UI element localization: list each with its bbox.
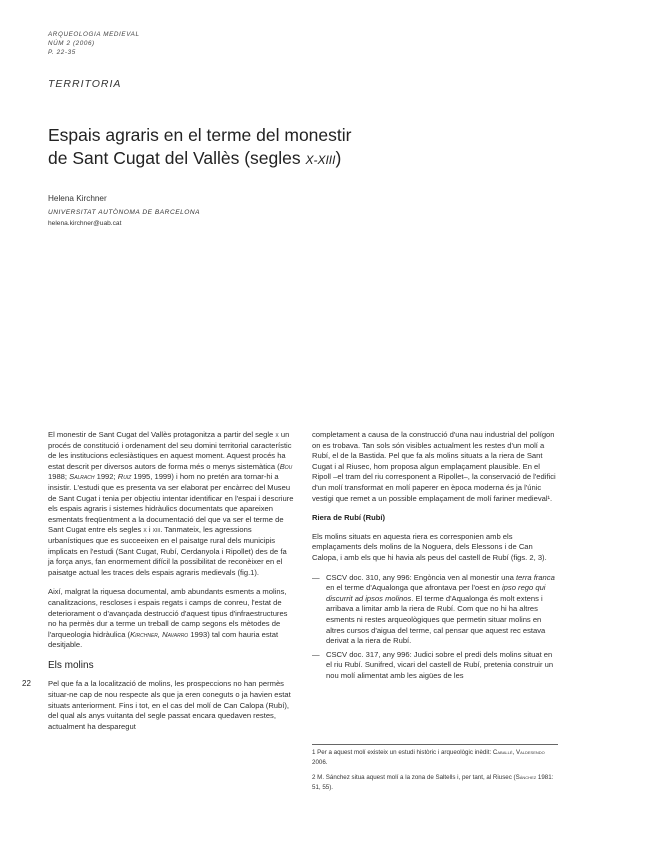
text-run: 2006. — [312, 759, 328, 766]
text-run: x — [143, 525, 147, 535]
paragraph: Els molins situats en aquesta riera es corresponien amb els emplaçaments dels molins de la Noguera, dels Elessons i de Can Calopa, i amb els que hi havia als peus del castell de Rubí (figs. 2, 3). — [312, 531, 547, 562]
journal-name: ARQUEOLOGIA MEDIEVAL — [48, 31, 140, 38]
text-run: . El terme d'Aqualonga és molt extens i arribava a limitar amb la riera de Rubí. Com que no hi ha altres esments ni restes arqueològiques que permetin situar molins en altres cursos d'aigua del terme, cal pensar que aquest rec estava derivat a la riera de Rubí. — [326, 593, 546, 646]
paragraph: completament a causa de la construcció d'una nau industrial del polígon on es trobava. Tan sols són visibles actualment les restes d'un molí a Rubí, el de la Bastida. Pel que fa als molins situats a la riera de Sant Cugat i al Riusec, hom proposa algun emplaçament plausible. En el Ripoll –el tram del riu corresponent a Ripollet–, la conservació de l'edifici d'un molí transformat en molí paperer en època moderna és ja l'únic vestigi que remet a un possible emplaçament de molí fariner medieval¹. — [312, 430, 556, 503]
text-run: un procés de constitució i ordenament del seu domini territorial característic de les institucions eclesiàstiques en aquest moment. Aquest procés ha estat descrit per diversos autors de forma més o menys sistemàtica ( — [48, 430, 292, 471]
text-run: El monestir de Sant Cugat del Vallès protagonitza a partir del segle — [48, 430, 276, 439]
text-run: en el terme d'Aqualonga que afrontava per l'oest en — [326, 583, 502, 593]
text-run: 1995, 1999) i hom no pretén ara tornar-hi a insistir. L'estudi que es presenta va ser elaborat per encàrrec del Museu de Sant Cugat i tenia per objectiu intentar identificar en l'espai i descriure els espais agraris i sistemes hidràulics documentats que apareixen esmentats freqüentment a la documentació del que va ser el terme de Sant Cugat entre els segles — [48, 472, 294, 535]
latin-term: ipso rego qui discurrit ad ipsos molinos — [326, 583, 546, 603]
text-run: CSCV doc. 310, any 996: Engòncia ven al monestir una — [326, 572, 516, 582]
text-column-left — [48, 430, 294, 741]
author-affiliation: UNIVERSITAT AUTÒNOMA DE BARCELONA — [48, 209, 201, 216]
footnote-divider — [312, 744, 558, 745]
footnote-2 — [312, 773, 558, 793]
text-run: 1988; — [48, 472, 70, 482]
text-run: CSCV doc. 317, any 996: Judici sobre el predi dels molins situat en el riu Rubí. Sunifred, vicari del castell de Rubí, pretenia construir un nou molí alimentat amb les aigües de les — [326, 649, 554, 680]
journal-header — [48, 30, 140, 57]
citation-author: Caballé, Valdesendo — [492, 749, 545, 756]
text-run: 1981: 51, 55). — [312, 774, 554, 791]
author-email[interactable]: helena.kirchner@uab.cat — [48, 220, 122, 227]
citation-author: Bou — [279, 461, 293, 471]
footnote-1 — [312, 748, 558, 768]
list-dash: — — [312, 572, 320, 582]
journal-issue: NÚM 2 (2006) — [48, 40, 95, 47]
list-item — [312, 573, 558, 647]
section-heading: Els molins — [48, 659, 94, 671]
text-column-right — [312, 430, 558, 684]
list-dash: — — [312, 649, 320, 659]
author-name: Helena Kirchner — [48, 194, 107, 203]
title-line-2-close: ) — [335, 148, 342, 168]
text-run: 1 Per a aquest molí existeix un estudi històric i arqueològic inèdit: — [312, 749, 493, 756]
text-run: . Tanmateix, les agressions urbanístiques que es succeeixen en el paisatge rural dels municipis implicats en l'estudi (Sant Cugat, Rubí, Cerdanyola i Ripollet) des de fa ja força anys, fan enormement difícil la possibilitat de reconèixer en el paisatge actual les traces dels espais agraris medievals (fig.1). — [48, 525, 287, 577]
subsection-heading: Riera de Rubí (Rubí) — [312, 513, 385, 523]
text-run: 1992; — [94, 472, 118, 482]
text-run: x — [275, 430, 279, 439]
citation-author: Kirchner, Navarro — [130, 629, 189, 639]
text-run: 2 M. Sánchez situa aquest molí a la zona de Saltells i, per tant, al Riusec ( — [312, 774, 516, 781]
page-number: 22 — [22, 679, 31, 688]
text-run: Així, malgrat la riquesa documental, amb abundants esments a molins, canalitzacions, rescloses i espais regats i camps de conreu, l'estat de deteriorament o d'avançada destrucció d'aquest tipus d'infraestructures no ha permès dur a terme un treball de camp segons els mètodes de l'arqueologia hidràulica ( — [48, 587, 288, 639]
text-run: 1993) tal com hauria estat desitjable. — [48, 629, 279, 650]
citation-author: Salrach — [69, 472, 95, 482]
text-run: xiii — [152, 525, 161, 535]
citation-author: Ruiz — [117, 472, 132, 482]
paragraph: Pel que fa a la localització de molins, les prospeccions no han permès situar-ne cap de nou respecte als que ja eren coneguts o ja havien estat situats anteriorment. Fins i tot, en el cas del molí de Can Calopa (Rubí), del qual als anys vuitanta del segle passat encara quedaven restes, actualment ha desparegut — [48, 679, 291, 731]
journal-pages: P. 22-35 — [48, 49, 76, 56]
latin-term: terra franca — [515, 572, 555, 582]
title-centuries: X-XIII — [305, 153, 336, 167]
paragraph — [48, 430, 294, 578]
title-line-2-text: de Sant Cugat del Vallès (segles — [48, 148, 306, 168]
citation-author: Sánchez — [515, 774, 537, 781]
article-title — [48, 124, 351, 172]
list-item — [312, 650, 558, 682]
paragraph — [48, 587, 294, 651]
section-label: TERRITORIA — [48, 78, 122, 90]
title-line-1: Espais agraris en el terme del monestir — [48, 125, 352, 145]
text-run: i — [146, 525, 153, 535]
title-line-2 — [48, 147, 351, 172]
